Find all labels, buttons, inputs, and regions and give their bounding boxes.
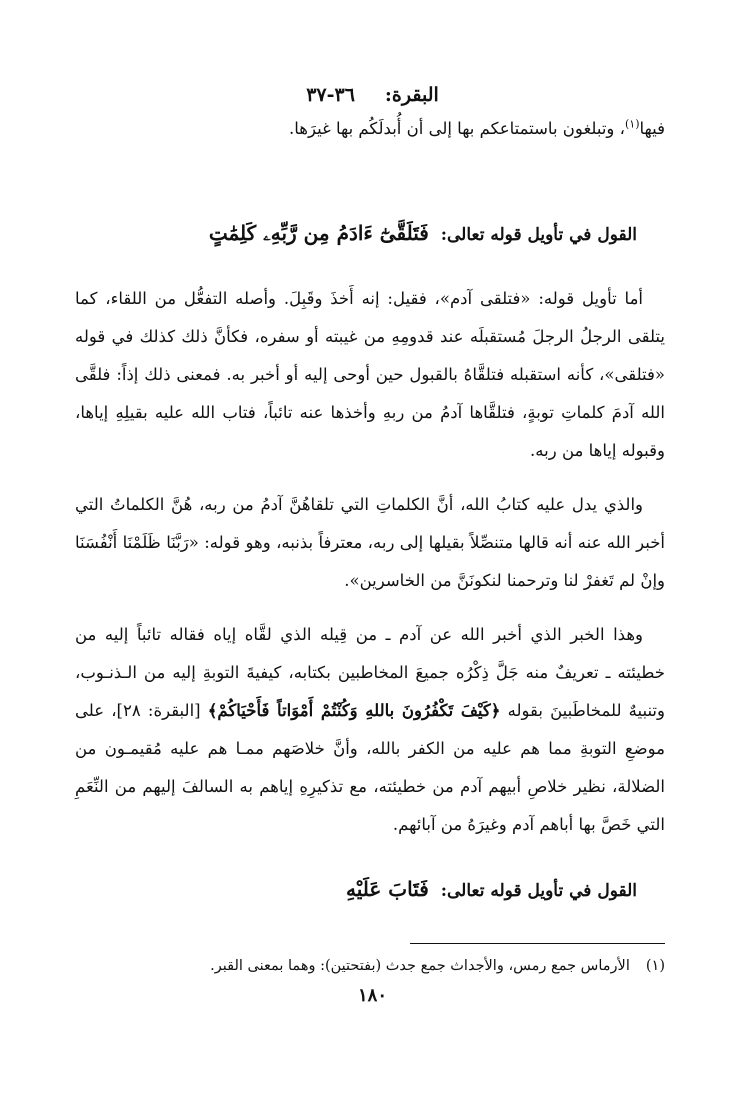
verse-range: ٣٦-٣٧ (306, 84, 355, 106)
heading-2-quran-text: فَتَابَ عَلَيْهِ (346, 877, 429, 901)
section-heading-2 (75, 870, 665, 910)
paragraph-3-part-2: [البقرة: ٢٨]، على موضعِ التوبةِ مما هم عليه من الكفر بالله، وأنَّ خلاصَهم ممـا هم عليه مُقيمـون من الضلالة، نظير خلاصِ أبيهم آدم من خطيئته، مع تذكيرِهِ إياهم به السالفَ إليهم من النِّعَمِ التي خَصَّ بها أباهم آدم وغيرَهُ من آبائهم. (75, 701, 665, 834)
footnote-divider (410, 943, 665, 944)
opening-line-end: ، وتبلغون باستمتاعكم بها إلى أن أُبدلَكُم بها غيرَها. (289, 119, 625, 138)
opening-line (75, 110, 665, 148)
footnote-text: الأرماس جمع رمس، والأجداث جمع جدث (بفتحتين): وهما بمعنى القبر. (210, 958, 630, 974)
footnote (75, 958, 665, 974)
running-header (0, 84, 745, 106)
paragraph-3-part-1: وهذا الخبر الذي أخبر الله عن آدم ـ من قِيله الذي لقَّاه إياه فقاله تائباً إليه من خطيئته ـ تعريفٌ منه جَلَّ ذِكْرُه جميعَ المخاطبين بكتابه، كيفيةَ التوبةِ إليه من الـذنـوب، وتنبيهٌ للمخاطَبينَ بقوله (75, 625, 665, 720)
main-text (75, 110, 665, 910)
section-heading-1 (75, 214, 665, 254)
footnote-reference: (١) (624, 117, 640, 131)
paragraph-1: أما تأويل قوله: «فتلقى آدم»، فقيل: إنه أَخذَ وقَبِلَ. وأصله التفعُّل من اللقاء، كما يتلقى الرجلُ الرجلَ مُستقبلَه عند قدومِهِ من غيبته أو سفره، فكأنَّ ذلك كذلك في قوله «فتلقى»، كأنه استقبله فتلقَّاهُ بالقبول حين أوحى إليه أو أخبر به. فمعنى ذلك إذاً: فلقَّى الله آدمَ كلماتِ توبةٍ، فتلقَّاها آدمُ من ربهِ وأخذها عنه تائباً، فتاب الله عليه بقيلِهِ إياها، وقبوله إياها من ربه. (75, 289, 665, 460)
paragraph-2: والذي يدل عليه كتابُ الله، أنَّ الكلماتِ التي تلقاهُنَّ آدمُ من ربه، هُنَّ الكلماتُ التي أخبر الله عنه أنه قالها متنصِّلاً بقيلها إلى ربه، معترفاً بذنبه، وهو قوله: «رَبَّنَا ظَلَمْنَا أَنْفُسَنَا وإنْ لم تَغفرْ لنا وترحمنا لنكونَنَّ من الخاسرين». (75, 495, 665, 590)
heading-1-prefix: القول في تأويل قوله تعالى: (440, 225, 637, 245)
heading-1-quran-text: فَتَلَقَّىٰٓ ءَادَمُ مِن رَّبِّهِۦ كَلِمَٰتٍ (208, 221, 429, 245)
opening-line-start: فيها (639, 119, 665, 138)
paragraph-3-quran-quote: ﴿كَيْفَ تَكْفُرُونَ باللهِ وَكُنْتُمْ أَمْوَاتاً فَأَحْيَاكُمْ﴾ (207, 701, 501, 720)
footnote-number: (١) (645, 958, 665, 974)
surah-name: البقرة: (384, 84, 439, 106)
paragraph-3 (75, 616, 665, 844)
page-number: ١٨٠ (357, 985, 387, 1006)
heading-2-prefix: القول في تأويل قوله تعالى: (440, 881, 637, 901)
